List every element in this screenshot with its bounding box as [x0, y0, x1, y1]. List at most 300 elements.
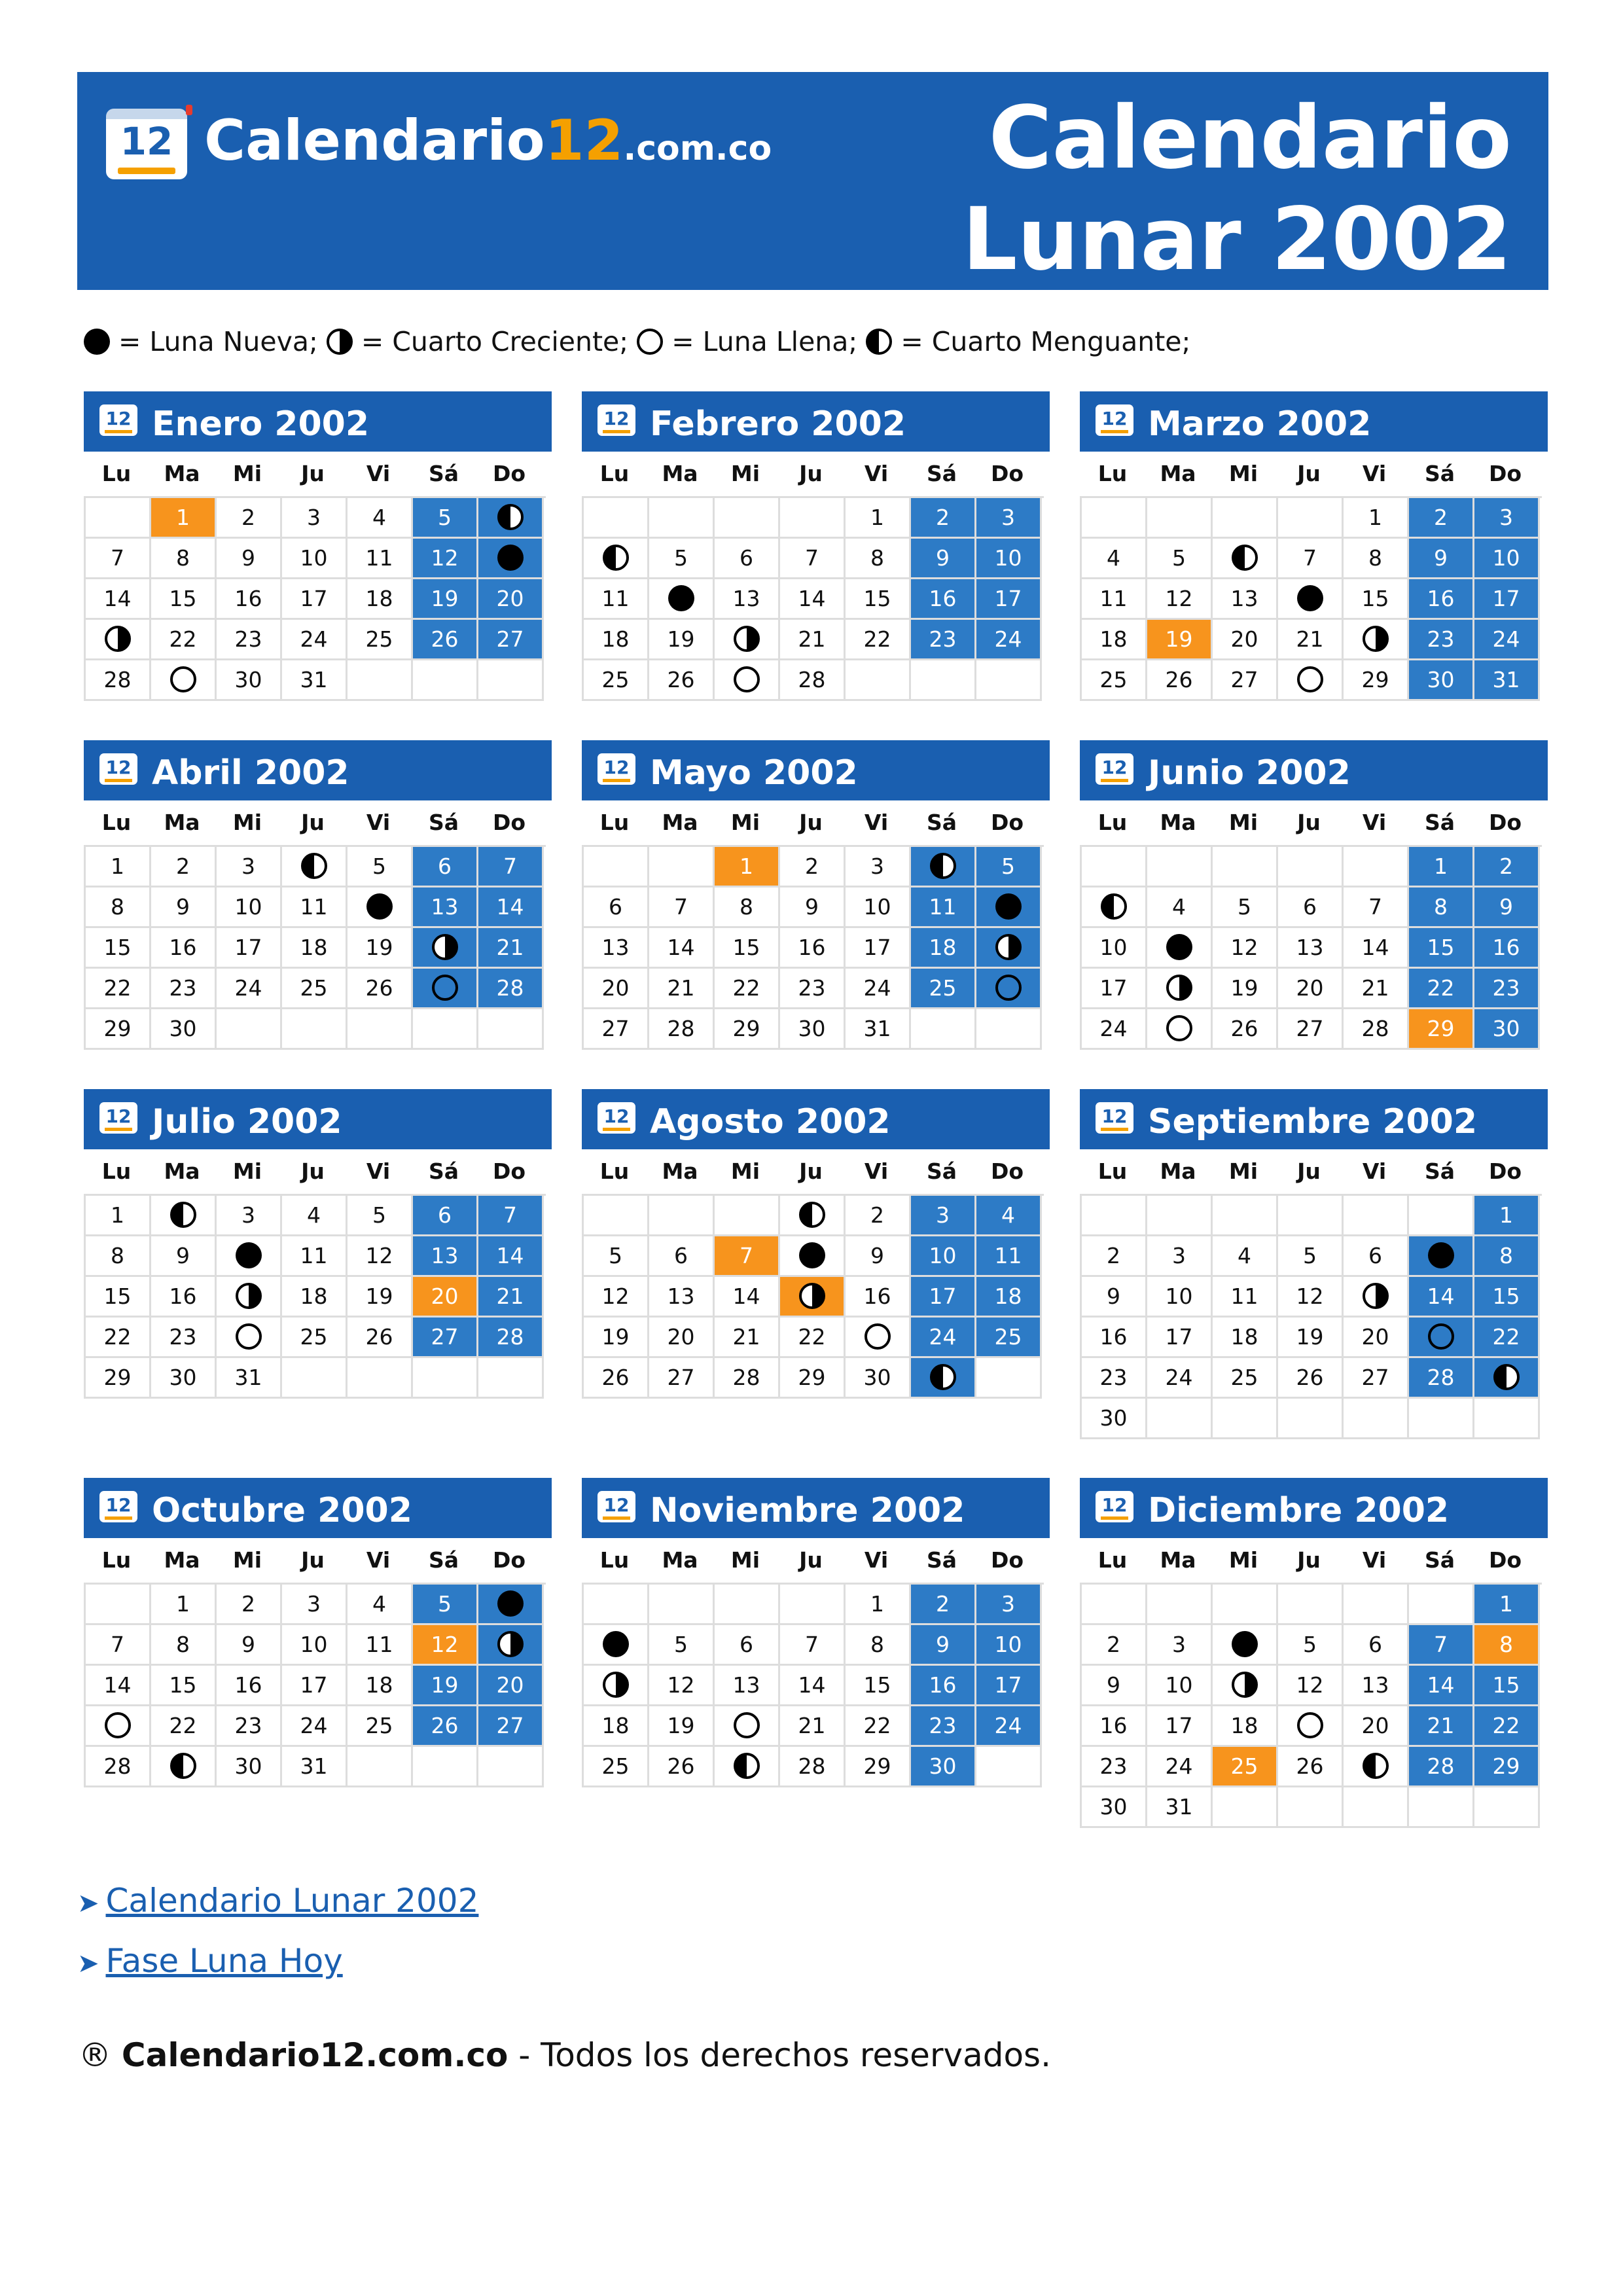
day-cell: 7 [715, 1236, 780, 1277]
logo-number: 12 [120, 119, 173, 164]
weekday-row [84, 1149, 552, 1194]
weekday-row [1080, 452, 1548, 496]
calendar-icon-bar [603, 430, 630, 433]
weekday-row [1080, 1149, 1548, 1194]
day-cell [1344, 620, 1409, 660]
weekday-label: Lu [599, 461, 630, 486]
weekday-label: Mi [730, 1547, 760, 1573]
day-cell: 26 [1147, 660, 1213, 701]
day-cell: 25 [1213, 1747, 1278, 1787]
weekday-label: Do [990, 1547, 1024, 1573]
weekday-label: Sá [926, 810, 957, 835]
day-cell: 9 [151, 888, 217, 928]
first-quarter-icon [734, 626, 760, 652]
calendar-icon [99, 404, 137, 436]
day-cell: 5 [1278, 1625, 1344, 1666]
day-cell: 18 [584, 1706, 649, 1747]
weekday-label: Do [990, 1158, 1024, 1184]
last-quarter-icon [930, 853, 956, 879]
month-header [1080, 391, 1548, 452]
day-cell: 24 [282, 1706, 348, 1747]
day-cell: 3 [282, 1585, 348, 1625]
last-quarter-icon [170, 1202, 196, 1228]
calendar-logo-icon [106, 109, 187, 179]
weekday-label: Ma [1160, 1158, 1196, 1184]
day-cell: 23 [1082, 1747, 1147, 1787]
empty-cell [1147, 1585, 1213, 1625]
empty-cell [649, 1196, 715, 1236]
day-cell: 17 [1082, 969, 1147, 1009]
new-moon-icon [1428, 1242, 1454, 1268]
day-cell: 2 [151, 847, 217, 888]
month-title: Abril 2002 [152, 753, 349, 793]
calendar-icon-number: 12 [105, 1494, 132, 1516]
new-moon-icon [603, 1631, 629, 1657]
day-cell: 18 [584, 620, 649, 660]
day-cell: 31 [1474, 660, 1540, 701]
month-header [582, 1478, 1050, 1538]
day-cell: 27 [478, 1706, 544, 1747]
related-links [77, 1871, 478, 1991]
day-cell: 2 [780, 847, 846, 888]
day-cell: 3 [1147, 1625, 1213, 1666]
day-cell: 19 [348, 928, 413, 969]
weekday-label: Vi [366, 1158, 391, 1184]
day-cell: 10 [846, 888, 911, 928]
day-cell: 5 [649, 539, 715, 579]
calendar-icon [99, 1102, 137, 1134]
day-cell: 5 [976, 847, 1042, 888]
full-moon-icon [1428, 1323, 1454, 1350]
day-cell: 11 [348, 1625, 413, 1666]
logo-ring [186, 105, 192, 115]
empty-cell [1409, 1399, 1474, 1439]
day-cell: 6 [1344, 1625, 1409, 1666]
day-cell: 25 [976, 1318, 1042, 1358]
day-cell: 22 [1474, 1706, 1540, 1747]
weekday-label: Ju [1297, 1547, 1321, 1573]
empty-cell [780, 498, 846, 539]
day-cell [282, 847, 348, 888]
weekday-label: Do [990, 810, 1024, 835]
empty-cell [478, 660, 544, 701]
day-cell: 15 [1474, 1277, 1540, 1318]
month-title: Mayo 2002 [650, 753, 858, 793]
first-quarter-icon [603, 1672, 629, 1698]
day-cell: 26 [1278, 1358, 1344, 1399]
day-cell: 1 [1344, 498, 1409, 539]
new-moon-icon [1297, 585, 1323, 611]
empty-cell [413, 1009, 478, 1050]
empty-cell [1213, 847, 1278, 888]
day-cell [1278, 660, 1344, 701]
link-moon-phase-today[interactable]: Fase Luna Hoy [105, 1942, 343, 1980]
day-cell: 3 [217, 1196, 282, 1236]
day-cell: 2 [1474, 847, 1540, 888]
day-cell: 15 [1474, 1666, 1540, 1706]
day-cell: 11 [911, 888, 976, 928]
day-cell: 24 [1474, 620, 1540, 660]
day-grid [84, 1583, 546, 1787]
day-cell: 19 [348, 1277, 413, 1318]
new-moon-icon [497, 545, 524, 571]
day-cell: 22 [846, 620, 911, 660]
day-cell: 20 [649, 1318, 715, 1358]
day-cell: 9 [1474, 888, 1540, 928]
day-cell: 27 [413, 1318, 478, 1358]
calendar-icon-bar [1101, 1128, 1128, 1131]
day-cell [976, 928, 1042, 969]
day-cell: 14 [1409, 1666, 1474, 1706]
day-cell: 6 [584, 888, 649, 928]
legend-first-quarter: = Cuarto Creciente; [361, 326, 629, 357]
day-cell: 22 [780, 1318, 846, 1358]
day-cell: 15 [1409, 928, 1474, 969]
calendar-icon-number: 12 [603, 408, 630, 429]
day-cell: 1 [151, 498, 217, 539]
day-cell [715, 660, 780, 701]
full-moon-icon [1166, 1015, 1192, 1041]
empty-cell [649, 1585, 715, 1625]
brand-number: 12 [544, 108, 624, 173]
calendar-icon-bar [1101, 779, 1128, 782]
new-moon-icon [1166, 934, 1192, 960]
empty-cell [1147, 498, 1213, 539]
weekday-label: Do [492, 810, 526, 835]
month-title: Junio 2002 [1148, 753, 1351, 793]
weekday-label: Lu [1097, 1158, 1128, 1184]
day-cell: 10 [1147, 1666, 1213, 1706]
day-cell: 19 [649, 1706, 715, 1747]
day-cell: 25 [584, 1747, 649, 1787]
month-header [84, 391, 552, 452]
weekday-label: Do [1488, 1158, 1522, 1184]
day-cell: 22 [1474, 1318, 1540, 1358]
day-grid [582, 1583, 1044, 1787]
month-header [84, 1478, 552, 1538]
day-cell: 14 [86, 1666, 151, 1706]
weekday-label: Vi [864, 461, 889, 486]
empty-cell [1278, 1399, 1344, 1439]
day-cell: 22 [151, 1706, 217, 1747]
weekday-label: Ma [164, 810, 200, 835]
month-header [582, 1089, 1050, 1149]
day-cell [217, 1236, 282, 1277]
empty-cell [1474, 1787, 1540, 1828]
day-cell: 7 [780, 539, 846, 579]
first-quarter-icon [995, 934, 1022, 960]
empty-cell [1278, 847, 1344, 888]
day-cell: 30 [1082, 1787, 1147, 1828]
weekday-label: Vi [864, 810, 889, 835]
arrow-right-icon: ➤ [77, 1948, 99, 1979]
weekday-row [582, 1149, 1050, 1194]
weekday-label: Vi [1362, 461, 1387, 486]
day-cell: 24 [1082, 1009, 1147, 1050]
calendar-icon-number: 12 [603, 1494, 630, 1516]
day-cell: 13 [649, 1277, 715, 1318]
day-grid [582, 496, 1044, 701]
day-cell: 15 [86, 928, 151, 969]
day-cell: 7 [86, 539, 151, 579]
month-calendar [84, 740, 552, 1050]
calendar-icon-bar [603, 779, 630, 782]
weekday-label: Ju [301, 1158, 325, 1184]
empty-cell [1082, 847, 1147, 888]
empty-cell [1278, 1196, 1344, 1236]
day-cell: 1 [1474, 1196, 1540, 1236]
day-cell: 23 [911, 620, 976, 660]
weekday-label: Sá [1424, 1158, 1455, 1184]
empty-cell [976, 660, 1042, 701]
empty-cell [1213, 1787, 1278, 1828]
full-moon-icon [637, 329, 663, 355]
day-cell: 23 [151, 969, 217, 1009]
calendar-icon [99, 1491, 137, 1522]
day-cell: 2 [846, 1196, 911, 1236]
day-cell: 17 [1147, 1706, 1213, 1747]
weekday-row [582, 1538, 1050, 1583]
weekday-label: Vi [1362, 1547, 1387, 1573]
day-cell: 30 [217, 660, 282, 701]
empty-cell [1213, 1196, 1278, 1236]
month-calendar [84, 391, 552, 701]
day-cell: 8 [151, 539, 217, 579]
empty-cell [715, 498, 780, 539]
empty-cell [1147, 847, 1213, 888]
day-cell: 29 [780, 1358, 846, 1399]
day-cell: 28 [1344, 1009, 1409, 1050]
empty-cell [911, 1009, 976, 1050]
weekday-label: Mi [232, 810, 262, 835]
day-cell [649, 579, 715, 620]
day-cell: 8 [1474, 1236, 1540, 1277]
link-lunar-calendar[interactable]: Calendario Lunar 2002 [105, 1882, 479, 1920]
month-calendar [1080, 391, 1548, 701]
day-cell: 26 [1278, 1747, 1344, 1787]
day-cell: 1 [86, 847, 151, 888]
calendar-icon [597, 1491, 635, 1522]
day-cell: 24 [282, 620, 348, 660]
day-cell: 27 [1213, 660, 1278, 701]
day-cell: 27 [1344, 1358, 1409, 1399]
calendar-icon-bar [1101, 1516, 1128, 1520]
day-cell: 26 [348, 969, 413, 1009]
day-cell [151, 1747, 217, 1787]
day-cell: 1 [846, 498, 911, 539]
weekday-label: Mi [1228, 810, 1258, 835]
day-cell: 17 [282, 1666, 348, 1706]
full-moon-icon [995, 975, 1022, 1001]
day-cell: 31 [1147, 1787, 1213, 1828]
weekday-label: Sá [926, 1158, 957, 1184]
day-cell: 20 [1213, 620, 1278, 660]
day-cell: 21 [715, 1318, 780, 1358]
day-cell: 21 [1278, 620, 1344, 660]
weekday-row [582, 452, 1050, 496]
empty-cell [1278, 1787, 1344, 1828]
calendar-icon-bar [105, 1128, 132, 1131]
day-cell: 23 [1409, 620, 1474, 660]
weekday-row [84, 800, 552, 845]
day-cell: 13 [413, 1236, 478, 1277]
last-quarter-icon [799, 1202, 825, 1228]
day-cell: 4 [976, 1196, 1042, 1236]
day-cell: 29 [846, 1747, 911, 1787]
day-cell: 7 [86, 1625, 151, 1666]
day-cell: 20 [1344, 1318, 1409, 1358]
month-title: Julio 2002 [152, 1102, 342, 1141]
day-cell: 15 [151, 579, 217, 620]
day-cell [1278, 579, 1344, 620]
day-cell: 17 [1147, 1318, 1213, 1358]
day-cell: 18 [348, 579, 413, 620]
day-cell: 16 [911, 579, 976, 620]
day-cell: 3 [1474, 498, 1540, 539]
weekday-label: Lu [101, 461, 132, 486]
month-header [84, 740, 552, 800]
day-cell: 12 [1147, 579, 1213, 620]
day-cell [846, 1318, 911, 1358]
day-cell: 19 [584, 1318, 649, 1358]
day-cell [780, 1236, 846, 1277]
calendar-icon [1096, 753, 1133, 785]
day-cell: 16 [1409, 579, 1474, 620]
day-cell: 22 [151, 620, 217, 660]
day-cell [1213, 1666, 1278, 1706]
day-cell: 18 [976, 1277, 1042, 1318]
weekday-label: Mi [1228, 1547, 1258, 1573]
empty-cell [584, 1196, 649, 1236]
day-cell: 8 [1474, 1625, 1540, 1666]
day-cell: 17 [1474, 579, 1540, 620]
empty-cell [478, 1747, 544, 1787]
day-cell: 11 [1082, 579, 1147, 620]
weekday-label: Lu [599, 810, 630, 835]
empty-cell [1213, 1399, 1278, 1439]
day-cell: 14 [780, 1666, 846, 1706]
day-cell: 3 [846, 847, 911, 888]
month-title: Diciembre 2002 [1148, 1491, 1450, 1530]
weekday-row [582, 800, 1050, 845]
day-cell: 25 [1082, 660, 1147, 701]
new-moon-icon [799, 1242, 825, 1268]
calendar-icon-number: 12 [1101, 757, 1128, 778]
last-quarter-icon [930, 1364, 956, 1390]
weekday-label: Mi [1228, 1158, 1258, 1184]
weekday-label: Sá [926, 461, 957, 486]
weekday-label: Ju [799, 810, 823, 835]
day-cell: 30 [1409, 660, 1474, 701]
new-moon-icon [1232, 1631, 1258, 1657]
brand-logo-text[interactable] [204, 105, 772, 185]
day-cell: 21 [478, 1277, 544, 1318]
weekday-label: Do [1488, 461, 1522, 486]
new-moon-icon [366, 893, 393, 920]
day-cell: 19 [649, 620, 715, 660]
day-cell: 14 [780, 579, 846, 620]
day-cell: 27 [649, 1358, 715, 1399]
last-quarter-icon [301, 853, 327, 879]
day-cell: 19 [413, 1666, 478, 1706]
empty-cell [1213, 498, 1278, 539]
day-cell: 9 [217, 539, 282, 579]
weekday-label: Sá [1424, 461, 1455, 486]
day-cell [348, 888, 413, 928]
calendar-icon-number: 12 [603, 757, 630, 778]
day-cell: 18 [282, 928, 348, 969]
day-cell: 6 [1278, 888, 1344, 928]
full-moon-icon [236, 1323, 262, 1350]
day-cell: 21 [1344, 969, 1409, 1009]
weekday-label: Lu [1097, 461, 1128, 486]
weekday-label: Mi [730, 461, 760, 486]
day-cell: 7 [478, 847, 544, 888]
day-cell: 25 [282, 969, 348, 1009]
day-cell: 7 [1409, 1625, 1474, 1666]
month-header [1080, 1478, 1548, 1538]
day-cell: 1 [1474, 1585, 1540, 1625]
new-moon-icon [995, 893, 1022, 920]
first-quarter-icon [432, 934, 458, 960]
day-cell: 3 [1147, 1236, 1213, 1277]
day-cell: 9 [1082, 1277, 1147, 1318]
new-moon-icon [497, 1590, 524, 1617]
day-cell: 1 [1409, 847, 1474, 888]
day-cell: 9 [846, 1236, 911, 1277]
day-cell: 4 [1213, 1236, 1278, 1277]
day-cell: 28 [715, 1358, 780, 1399]
day-cell: 29 [1409, 1009, 1474, 1050]
day-cell: 16 [1082, 1706, 1147, 1747]
day-cell: 27 [478, 620, 544, 660]
day-cell: 5 [348, 847, 413, 888]
day-cell: 25 [348, 1706, 413, 1747]
day-cell: 26 [413, 1706, 478, 1747]
month-title: Agosto 2002 [650, 1102, 891, 1141]
weekday-label: Sá [1424, 810, 1455, 835]
month-calendar [1080, 1089, 1548, 1439]
day-cell: 12 [1278, 1666, 1344, 1706]
day-cell [780, 1196, 846, 1236]
empty-cell [1344, 1585, 1409, 1625]
weekday-label: Lu [1097, 810, 1128, 835]
weekday-row [84, 452, 552, 496]
weekday-label: Sá [428, 1547, 459, 1573]
day-cell: 12 [584, 1277, 649, 1318]
brand-main: Calendario [204, 108, 545, 173]
day-cell [1147, 1009, 1213, 1050]
first-quarter-icon [1232, 1672, 1258, 1698]
weekday-label: Lu [1097, 1547, 1128, 1573]
empty-cell [1082, 498, 1147, 539]
last-quarter-icon [1363, 1753, 1389, 1779]
weekday-label: Do [1488, 1547, 1522, 1573]
day-cell [1409, 1318, 1474, 1358]
month-title: Octubre 2002 [152, 1491, 412, 1530]
weekday-label: Sá [428, 1158, 459, 1184]
day-cell: 16 [846, 1277, 911, 1318]
day-cell: 17 [976, 1666, 1042, 1706]
empty-cell [413, 660, 478, 701]
day-cell: 12 [1278, 1277, 1344, 1318]
day-cell: 2 [911, 1585, 976, 1625]
empty-cell [1147, 1196, 1213, 1236]
day-cell: 25 [1213, 1358, 1278, 1399]
day-cell: 29 [715, 1009, 780, 1050]
day-cell: 5 [649, 1625, 715, 1666]
day-cell: 29 [86, 1358, 151, 1399]
